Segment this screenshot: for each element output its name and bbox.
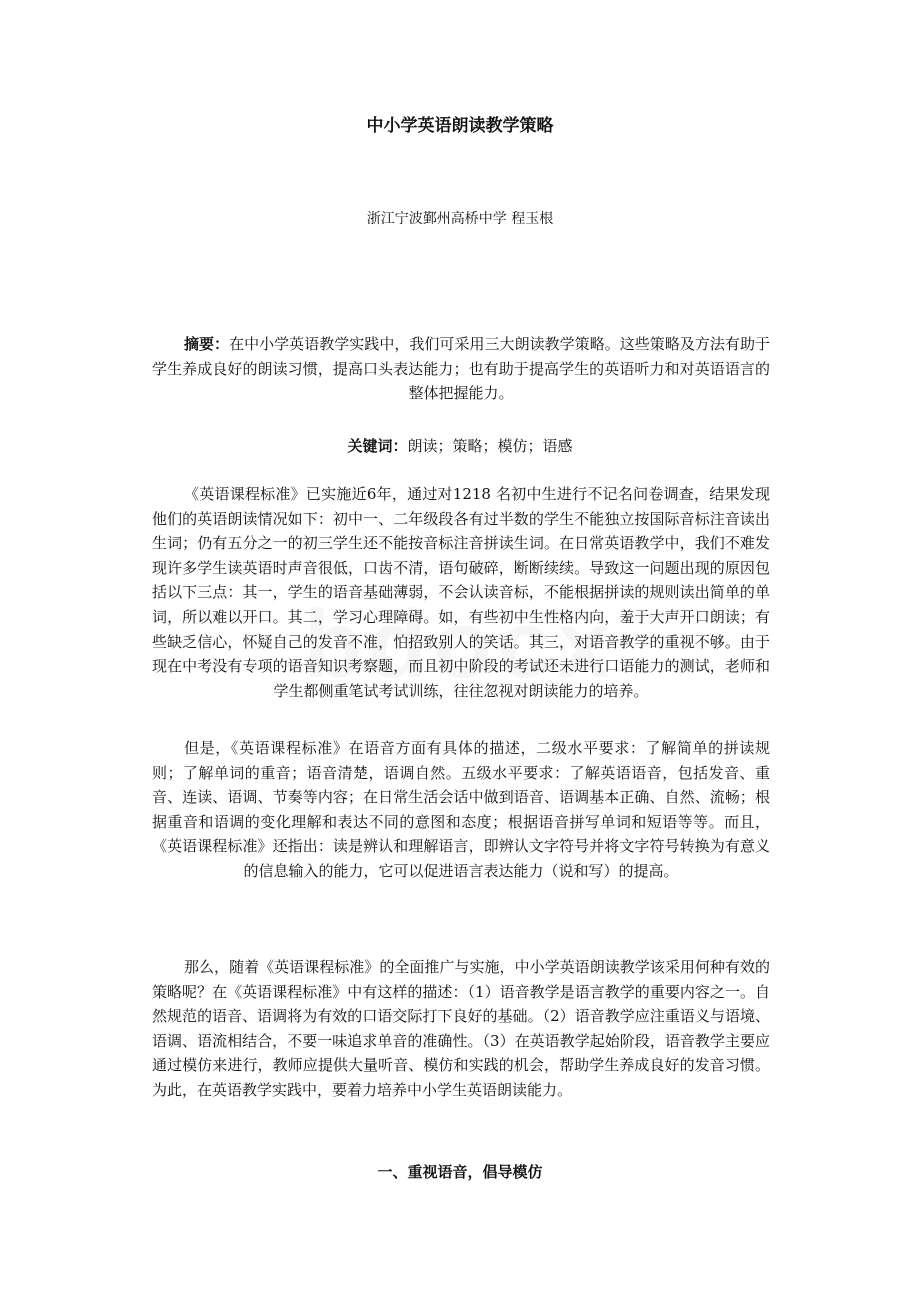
- keywords-label: 关键词：: [347, 437, 408, 455]
- abstract-label: 摘要：: [184, 335, 230, 353]
- author-line: 浙江宁波鄞州高桥中学 程玉根: [366, 211, 554, 227]
- body-paragraph: 但是，《英语课程标准》在语音方面有具体的描述，二级水平要求：了解简单的拼读规则；了解单词的重音；语音清楚，语调自然。五级水平要求：了解英语语音，包括发音、重音、连读、语调、节奏等内容；在日常生活会话中做到语音、语调基本正确、自然、流畅；根据重音和语调的变化理解和表达不同的意图和态度；根据语音拼写单词和短语等等。而且，《英语课程标准》还指出：读是辨认和理解语言，即辨认文字符号并将文字符号转换为有意义的信息输入的能力，它可以促进语言表达能力（说和写）的提高。: [152, 739, 770, 880]
- keywords-text: 朗读；策略；模仿；语感: [407, 437, 573, 455]
- abstract-text: 在中小学英语教学实践中，我们可采用三大朗读教学策略。这些策略及方法有助于学生养成良好的朗读习惯，提高口头表达能力；也有助于提高学生的英语听力和对英语语言的整体把握能力。: [152, 335, 770, 402]
- keywords: [0, 434, 920, 458]
- document-title: 中小学英语朗读教学策略: [366, 116, 554, 136]
- abstract: [152, 332, 770, 406]
- body-paragraph: 那么，随着《英语课程标准》的全面推广与实施，中小学英语朗读教学该采用何种有效的策略呢？在《英语课程标准》中有这样的描述：（1）语音教学是语言教学的重要内容之一。自然规范的语音、语调将为有效的口语交际打下良好的基础。（2）语音教学应注重语义与语境、语调、语流相结合，不要一味追求单音的准确性。（3）在英语教学起始阶段，语音教学主要应通过模仿来进行，教师应提供大量听音、模仿和实践的机会，帮助学生养成良好的发音习惯。为此，在英语教学实践中，要着力培养中小学生英语朗读能力。: [152, 958, 770, 1099]
- body-paragraph: 《英语课程标准》已实施近6年，通过对1218 名初中生进行不记名问卷调查，结果发现他们的英语朗读情况如下：初中一、二年级段各有过半数的学生不能独立按国际音标注音读出生词；仍有五分之一的初三学生还不能按音标注音拼读生词。在日常英语教学中，我们不难发现许多学生读英语时声音很低，口齿不清，语句破碎，断断续续。导致这一问题出现的原因包括以下三点：其一，学生的语音基础薄弱，不会认读音标，不能根据拼读的规则读出简单的单词，所以难以开口。其二，学习心理障碍。如，有些初中生性格内向，羞于大声开口朗读；有些缺乏信心，怀疑自己的发音不准，怕招致别人的笑话。其三，对语音教学的重视不够。由于现在中考没有专项的语音知识考察题，而且初中阶段的考试还未进行口语能力的测试，老师和学生都侧重笔试考试训练，往往忽视对朗读能力的培养。: [152, 485, 770, 700]
- section-heading: 一、重视语音，倡导模仿: [377, 1163, 543, 1181]
